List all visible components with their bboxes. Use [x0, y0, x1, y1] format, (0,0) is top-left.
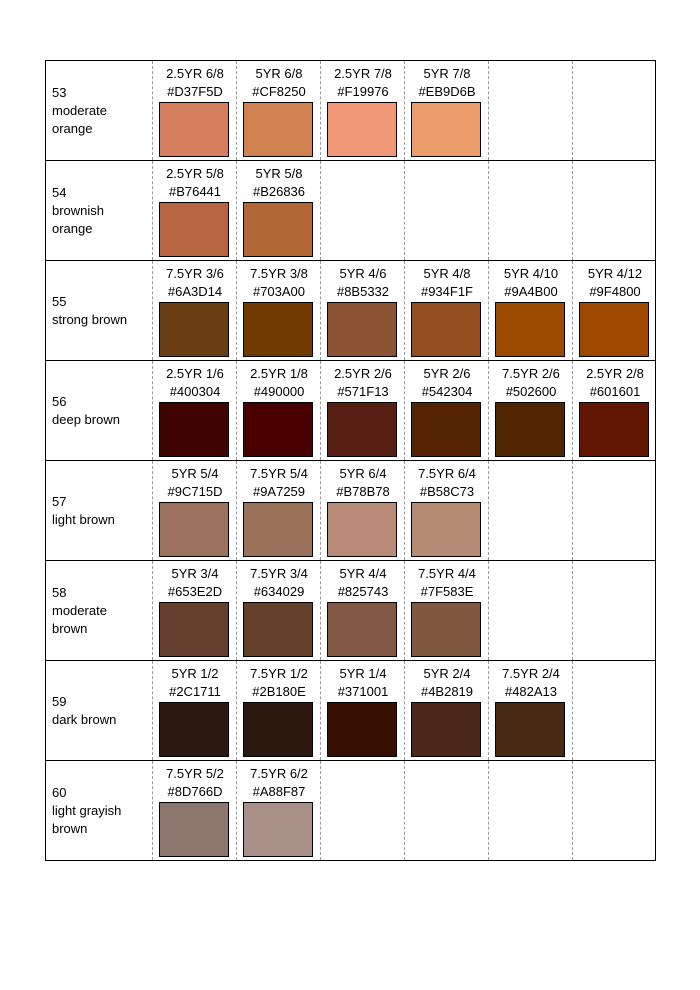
swatch-code	[405, 61, 489, 101]
swatch-code	[153, 161, 237, 201]
color-category-number: 54	[52, 184, 67, 200]
swatch-cell	[405, 761, 489, 861]
swatch-card	[405, 61, 489, 160]
swatch-cell	[573, 161, 656, 261]
hex-code: #6A3D14	[167, 284, 223, 299]
swatch-cell	[489, 161, 573, 261]
swatch-code	[321, 661, 405, 701]
swatch-code	[237, 461, 321, 501]
hex-code: #400304	[169, 384, 221, 399]
swatch-card	[405, 461, 489, 560]
color-swatch	[243, 602, 313, 657]
color-row	[46, 561, 656, 661]
swatch-card	[321, 561, 405, 660]
color-category-name: deep brown	[52, 411, 120, 427]
color-category-label	[46, 261, 153, 361]
munsell-notation: 7.5YR 3/8	[250, 266, 308, 281]
swatch-card	[237, 161, 321, 260]
swatch-code	[153, 261, 237, 301]
hex-code: #F19976	[337, 84, 389, 99]
color-category-number: 56	[52, 393, 67, 409]
color-swatch	[327, 302, 397, 357]
color-category-label	[46, 461, 153, 561]
munsell-notation: 7.5YR 2/6	[502, 366, 560, 381]
color-category-name: moderate orange	[52, 102, 107, 136]
swatch-card	[321, 661, 405, 760]
swatch-cell	[405, 661, 489, 761]
swatch-cell	[153, 261, 237, 361]
munsell-notation: 5YR 5/4	[171, 466, 219, 481]
color-row	[46, 61, 656, 161]
swatch-cell	[237, 261, 321, 361]
swatch-card	[153, 261, 237, 360]
hex-code: #2C1711	[169, 684, 221, 699]
swatch-card	[405, 261, 489, 360]
munsell-notation: 5YR 4/10	[503, 266, 559, 281]
swatch-cell	[321, 261, 405, 361]
color-category-label	[46, 561, 153, 661]
munsell-notation: 5YR 4/8	[423, 266, 471, 281]
color-category-number: 57	[52, 493, 67, 509]
munsell-notation: 7.5YR 3/4	[250, 566, 308, 581]
swatch-card	[237, 261, 321, 360]
munsell-notation: 7.5YR 1/2	[250, 666, 308, 681]
munsell-notation: 5YR 5/8	[255, 166, 303, 181]
swatch-code	[489, 361, 573, 401]
hex-code: #634029	[253, 584, 305, 599]
swatch-code	[153, 561, 237, 601]
color-row	[46, 361, 656, 461]
color-row	[46, 661, 656, 761]
swatch-cell	[489, 61, 573, 161]
munsell-notation: 2.5YR 1/8	[250, 366, 308, 381]
swatch-cell	[153, 361, 237, 461]
swatch-cell	[405, 361, 489, 461]
swatch-cell	[237, 61, 321, 161]
munsell-notation: 5YR 2/6	[423, 366, 471, 381]
hex-code: #2B180E	[252, 684, 306, 699]
munsell-notation: 7.5YR 2/4	[502, 666, 560, 681]
hex-code: #542304	[421, 384, 473, 399]
hex-code: #482A13	[504, 684, 558, 699]
swatch-cell	[405, 561, 489, 661]
munsell-notation: 7.5YR 3/6	[166, 266, 224, 281]
swatch-card	[321, 461, 405, 560]
swatch-card	[321, 261, 405, 360]
swatch-cell	[321, 461, 405, 561]
color-swatch	[243, 202, 313, 257]
swatch-card	[489, 661, 573, 760]
color-swatch	[411, 502, 481, 557]
swatch-cell	[573, 461, 656, 561]
swatch-code	[405, 661, 489, 701]
munsell-notation: 7.5YR 6/2	[250, 766, 308, 781]
swatch-code	[237, 361, 321, 401]
swatch-code	[321, 361, 405, 401]
hex-code: #D37F5D	[167, 84, 223, 99]
swatch-cell	[489, 361, 573, 461]
hex-code: #9A4B00	[504, 284, 558, 299]
swatch-cell	[573, 361, 656, 461]
swatch-cell	[573, 561, 656, 661]
swatch-card	[405, 561, 489, 660]
swatch-cell	[321, 761, 405, 861]
swatch-card	[489, 261, 573, 360]
munsell-notation: 5YR 1/4	[339, 666, 387, 681]
color-category-number: 58	[52, 584, 67, 600]
swatch-code	[321, 261, 405, 301]
hex-code: #490000	[253, 384, 305, 399]
color-swatch	[327, 502, 397, 557]
swatch-card	[153, 361, 237, 460]
swatch-code	[573, 361, 657, 401]
color-swatch	[327, 402, 397, 457]
hex-code: #653E2D	[167, 584, 223, 599]
color-category-number: 53	[52, 84, 67, 100]
munsell-notation: 2.5YR 2/8	[586, 366, 644, 381]
color-row	[46, 761, 656, 861]
color-category-label	[46, 661, 153, 761]
munsell-notation: 5YR 4/12	[587, 266, 643, 281]
swatch-cell	[489, 661, 573, 761]
swatch-card	[153, 761, 237, 860]
swatch-card	[153, 161, 237, 260]
hex-code: #8D766D	[167, 784, 223, 799]
color-swatch	[159, 802, 229, 857]
hex-code: #8B5332	[336, 284, 390, 299]
color-swatch	[159, 502, 229, 557]
swatch-card	[405, 661, 489, 760]
swatch-card	[153, 461, 237, 560]
color-category-name: light grayish brown	[52, 802, 122, 836]
color-category-label	[46, 61, 153, 161]
color-swatch	[243, 502, 313, 557]
color-category-label	[46, 361, 153, 461]
color-category-name: dark brown	[52, 711, 117, 727]
color-swatch	[159, 402, 229, 457]
swatch-card	[237, 461, 321, 560]
swatch-cell	[489, 261, 573, 361]
swatch-cell	[489, 761, 573, 861]
munsell-notation: 7.5YR 5/2	[166, 766, 224, 781]
munsell-notation: 2.5YR 1/6	[166, 366, 224, 381]
swatch-cell	[321, 561, 405, 661]
hex-code: #601601	[589, 384, 641, 399]
munsell-notation: 2.5YR 7/8	[334, 66, 392, 81]
hex-code: #502600	[505, 384, 557, 399]
hex-code: #9C715D	[167, 484, 223, 499]
munsell-notation: 5YR 3/4	[171, 566, 219, 581]
munsell-notation: 2.5YR 2/6	[334, 366, 392, 381]
swatch-code	[153, 661, 237, 701]
hex-code: #A88F87	[252, 784, 306, 799]
swatch-cell	[237, 661, 321, 761]
swatch-code	[405, 361, 489, 401]
swatch-card	[321, 61, 405, 160]
color-swatch	[411, 302, 481, 357]
swatch-cell	[573, 261, 656, 361]
munsell-notation: 7.5YR 6/4	[418, 466, 476, 481]
color-swatch	[411, 602, 481, 657]
swatch-cell	[489, 561, 573, 661]
swatch-card	[573, 261, 657, 360]
swatch-cell	[237, 761, 321, 861]
swatch-cell	[153, 661, 237, 761]
swatch-cell	[237, 361, 321, 461]
swatch-card	[153, 561, 237, 660]
hex-code: #EB9D6B	[418, 84, 476, 99]
color-swatch	[243, 302, 313, 357]
color-category-name: strong brown	[52, 311, 128, 327]
hex-code: #571F13	[337, 384, 389, 399]
color-category-name: brownish orange	[52, 202, 105, 236]
color-swatch	[243, 402, 313, 457]
swatch-cell	[153, 461, 237, 561]
munsell-notation: 5YR 4/6	[339, 266, 387, 281]
swatch-code	[237, 261, 321, 301]
color-swatch	[243, 702, 313, 757]
color-swatch	[495, 702, 565, 757]
swatch-cell	[153, 761, 237, 861]
munsell-notation: 7.5YR 4/4	[418, 566, 476, 581]
color-swatch	[579, 302, 649, 357]
swatch-code	[321, 461, 405, 501]
swatch-code	[321, 61, 405, 101]
color-category-number: 59	[52, 693, 67, 709]
swatch-code	[153, 461, 237, 501]
color-row	[46, 261, 656, 361]
hex-code: #B76441	[168, 184, 222, 199]
swatch-cell	[321, 161, 405, 261]
color-swatch	[243, 802, 313, 857]
swatch-card	[237, 761, 321, 860]
swatch-cell	[489, 461, 573, 561]
color-swatch	[411, 702, 481, 757]
color-swatch-table	[45, 60, 656, 861]
color-category-name: light brown	[52, 511, 115, 527]
swatch-cell	[237, 161, 321, 261]
color-swatch	[411, 402, 481, 457]
swatch-card	[405, 361, 489, 460]
hex-code: #7F583E	[420, 584, 474, 599]
color-swatch	[579, 402, 649, 457]
swatch-code	[405, 261, 489, 301]
swatch-cell	[237, 561, 321, 661]
swatch-card	[153, 661, 237, 760]
color-category-name: moderate brown	[52, 602, 107, 636]
swatch-card	[237, 661, 321, 760]
color-swatch-table-body	[46, 61, 656, 861]
color-swatch	[327, 702, 397, 757]
swatch-code	[237, 761, 321, 801]
hex-code: #4B2819	[420, 684, 474, 699]
swatch-code	[153, 761, 237, 801]
color-category-number: 60	[52, 784, 67, 800]
swatch-code	[573, 261, 657, 301]
swatch-code	[321, 561, 405, 601]
hex-code: #B78B78	[336, 484, 390, 499]
munsell-notation: 7.5YR 5/4	[250, 466, 308, 481]
hex-code: #9F4800	[589, 284, 641, 299]
color-swatch	[327, 602, 397, 657]
color-swatch	[243, 102, 313, 157]
swatch-card	[573, 361, 657, 460]
munsell-notation: 5YR 2/4	[423, 666, 471, 681]
color-swatch	[159, 702, 229, 757]
munsell-notation: 2.5YR 6/8	[166, 66, 224, 81]
swatch-code	[489, 661, 573, 701]
swatch-code	[237, 561, 321, 601]
swatch-card	[321, 361, 405, 460]
hex-code: #371001	[337, 684, 389, 699]
hex-code: #703A00	[252, 284, 306, 299]
swatch-cell	[405, 161, 489, 261]
color-swatch	[327, 102, 397, 157]
color-swatch	[159, 102, 229, 157]
color-swatch	[159, 302, 229, 357]
swatch-code	[405, 461, 489, 501]
swatch-card	[489, 361, 573, 460]
color-swatch	[159, 602, 229, 657]
swatch-code	[237, 661, 321, 701]
hex-code: #B26836	[252, 184, 306, 199]
swatch-card	[237, 61, 321, 160]
swatch-cell	[321, 61, 405, 161]
swatch-code	[153, 61, 237, 101]
swatch-cell	[573, 61, 656, 161]
swatch-code	[489, 261, 573, 301]
swatch-cell	[405, 61, 489, 161]
color-row	[46, 161, 656, 261]
color-category-number: 55	[52, 293, 67, 309]
swatch-code	[405, 561, 489, 601]
color-row	[46, 461, 656, 561]
hex-code: #CF8250	[252, 84, 306, 99]
munsell-notation: 5YR 6/4	[339, 466, 387, 481]
hex-code: #B58C73	[419, 484, 475, 499]
swatch-card	[153, 61, 237, 160]
swatch-cell	[321, 361, 405, 461]
hex-code: #9A7259	[252, 484, 306, 499]
munsell-notation: 5YR 7/8	[423, 66, 471, 81]
swatch-cell	[321, 661, 405, 761]
swatch-cell	[405, 461, 489, 561]
color-category-label	[46, 761, 153, 861]
munsell-notation: 5YR 6/8	[255, 66, 303, 81]
swatch-card	[237, 561, 321, 660]
hex-code: #825743	[337, 584, 389, 599]
hex-code: #934F1F	[420, 284, 474, 299]
swatch-card	[237, 361, 321, 460]
swatch-cell	[153, 161, 237, 261]
color-category-label	[46, 161, 153, 261]
swatch-cell	[237, 461, 321, 561]
color-swatch	[495, 302, 565, 357]
swatch-cell	[573, 761, 656, 861]
color-swatch	[495, 402, 565, 457]
swatch-cell	[405, 261, 489, 361]
color-swatch	[411, 102, 481, 157]
swatch-cell	[573, 661, 656, 761]
munsell-notation: 5YR 1/2	[171, 666, 219, 681]
swatch-cell	[153, 61, 237, 161]
swatch-cell	[153, 561, 237, 661]
swatch-code	[237, 61, 321, 101]
swatch-code	[153, 361, 237, 401]
munsell-notation: 2.5YR 5/8	[166, 166, 224, 181]
munsell-notation: 5YR 4/4	[339, 566, 387, 581]
swatch-code	[237, 161, 321, 201]
color-swatch	[159, 202, 229, 257]
